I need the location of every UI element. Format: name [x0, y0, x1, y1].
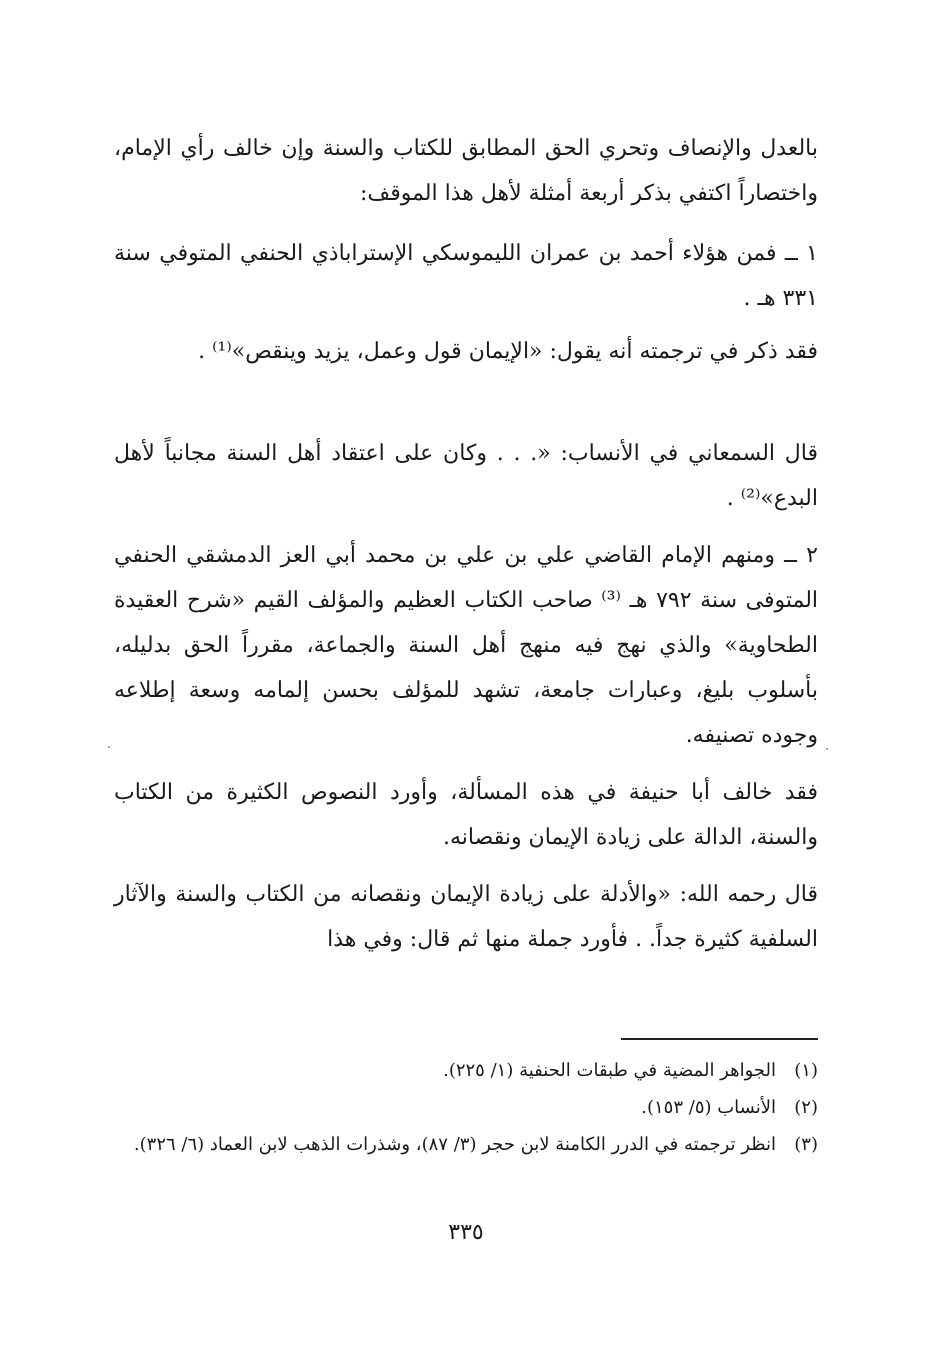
footnote-item: [114, 1126, 818, 1163]
paragraph-samani: [114, 431, 818, 521]
paragraph-intro: [114, 126, 818, 216]
paragraph-text: قال السمعاني في الأنساب: «. . . وكان على اعتقاد أهل السنة مجانباً لأهل البدع»⁽²⁾ .: [114, 441, 818, 511]
scan-speck: [826, 748, 828, 750]
footnote-item: [114, 1052, 818, 1089]
paragraph-text: قال رحمه الله: «والأدلة على زيادة الإيمان ونقصانه من الكتاب والسنة والآثار السلفية كثيرة جداً. . فأورد جملة منها ثم قال: وفي هذا: [114, 882, 818, 952]
footnote-number: (٢): [794, 1097, 818, 1118]
footnotes: [114, 1052, 818, 1163]
paragraph-quote-2: [114, 872, 818, 962]
paragraph-text: بالعدل والإنصاف وتحري الحق المطابق للكتاب والسنة وإن خالف رأي الإمام، واختصاراً اكتفي بذكر أربعة أمثلة لأهل هذا الموقف:: [114, 136, 818, 206]
paragraph-example-1: [114, 231, 818, 321]
footnote-text: انظر ترجمته في الدرر الكامنة لابن حجر (٣/ ٨٧)، وشذرات الذهب لابن العماد (٦/ ٣٢٦).: [133, 1134, 776, 1155]
paragraph-quote-1: [114, 329, 818, 374]
paragraph-example-2: [114, 533, 818, 758]
page-number: ٣٣٥: [448, 1220, 484, 1245]
footnote-text: الأنساب (٥/ ١٥٣).: [641, 1097, 776, 1118]
scan-speck: [108, 746, 110, 748]
paragraph-disagreement: [114, 770, 818, 860]
paragraph-text: فقد ذكر في ترجمته أنه يقول: «الإيمان قول وعمل، يزيد وينقص»⁽¹⁾ .: [198, 339, 818, 364]
footnote-number: (١): [794, 1060, 818, 1081]
footnote-divider: [621, 1038, 818, 1040]
footnote-number: (٣): [794, 1134, 818, 1155]
paragraph-text: ١ ــ فمن هؤلاء أحمد بن عمران الليموسكي الإستراباذي الحنفي المتوفي سنة ٣٣١ هـ .: [114, 241, 818, 311]
paragraph-text: ٢ ــ ومنهم الإمام القاضي علي بن علي بن محمد أبي العز الدمشقي الحنفي المتوفى سنة ٧٩٢ هـ ⁽³⁾ صاحب الكتاب العظيم والمؤلف القيم «شرح العقيدة الطحاوية» والذي نهج فيه منهج أهل السنة والجماعة، مقرراً الحق بدليله، بأسلوب بليغ، وعبارات جامعة، تشهد للمؤلف بحسن إلمامه وسعة إطلاعه وجوده تصنيفه.: [114, 543, 819, 748]
footnote-item: [114, 1089, 818, 1126]
paragraph-text: فقد خالف أبا حنيفة في هذه المسألة، وأورد النصوص الكثيرة من الكتاب والسنة، الدالة على زيادة الإيمان ونقصانه.: [114, 780, 818, 850]
footnote-text: الجواهر المضية في طبقات الحنفية (١/ ٢٢٥).: [443, 1060, 776, 1081]
